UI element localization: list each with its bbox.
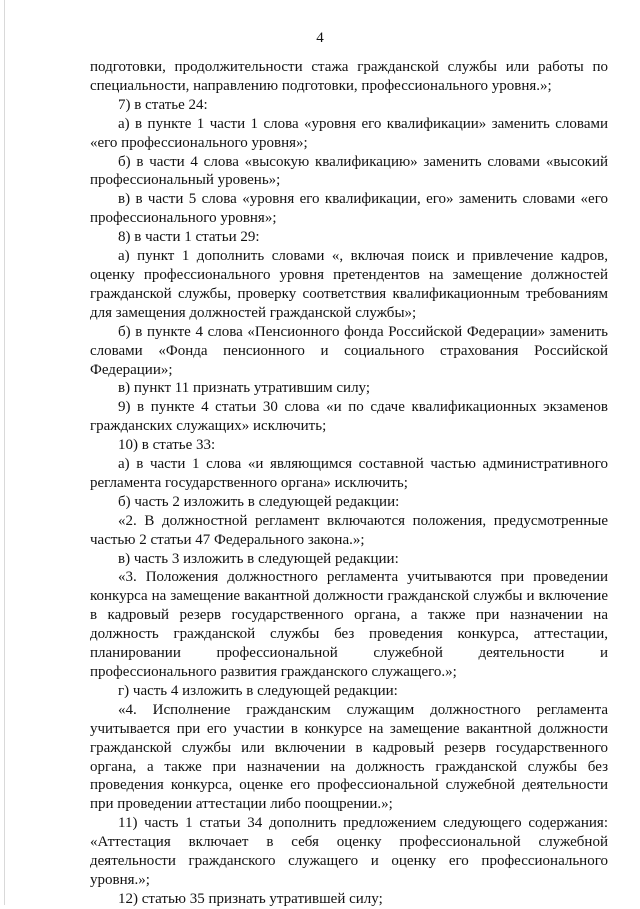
page-number: 4 — [316, 30, 324, 46]
paragraph: 9) в пункте 4 статьи 30 слова «и по сдаче квалификационных экзаменов гражданских служащих» исключить; — [90, 399, 608, 435]
paragraph: а) в части 1 слова «и являющимся составной частью административного регламента государственного органа» исключить; — [90, 456, 608, 491]
paragraph: б) в пункте 4 слова «Пенсионного фонда Российской Федерации» заменить словами «Фонда пенсионного и социального страхования Российской Федерации»; — [90, 323, 608, 378]
paragraph: а) пункт 1 дополнить словами «, включая поиск и привлечение кадров, оценку профессионального уровня претендентов на замещение должностей гражданской службы, проверку соответствия квалификационным требованиям для замещения должностей гражданской службы»; — [90, 248, 608, 321]
paragraph: «3. Положения должностного регламента учитываются при проведении конкурса на замещение вакантной должности гражданской службы и включение в кадровый резерв государственного органа, а также при назначении на должность гражданской службы без проведения конкурса, аттестации, планировании профессиональной служебной деятельности и профессионального развития гражданского служащего.»; — [90, 569, 608, 680]
document-body — [90, 58, 608, 909]
paragraph: 10) в статье 33: — [118, 437, 216, 454]
paragraph: 7) в статье 24: — [118, 96, 208, 113]
paragraph: «2. В должностной регламент включаются положения, предусмотренные частью 2 статьи 47 Федерального закона.»; — [90, 512, 608, 548]
paragraph: 11) часть 1 статьи 34 дополнить предложением следующего содержания: «Аттестация включает в себя оценку профессиональной служебной деятельности гражданского служащего и оценку его профессионального уровня.»; — [90, 815, 608, 888]
paragraph: в) в части 5 слова «уровня его квалификации, его» заменить словами «его профессионального уровня»; — [90, 191, 608, 227]
paragraph: 12) статью 35 признать утратившей силу; — [118, 890, 383, 907]
paragraph: 8) в части 1 статьи 29: — [118, 229, 260, 246]
paragraph: б) часть 2 изложить в следующей редакции: — [118, 493, 400, 510]
paragraph: г) часть 4 изложить в следующей редакции: — [118, 682, 398, 699]
paragraph: в) часть 3 изложить в следующей редакции: — [118, 550, 399, 567]
paragraph: а) в пункте 1 части 1 слова «уровня его квалификации» заменить словами «его профессионального уровня»; — [90, 115, 608, 151]
paragraph: «4. Исполнение гражданским служащим должностного регламента учитывается при его участии в конкурсе на замещение вакантной должности гражданской службы или включении в кадровый резерв государственного органа, а также при назначении на должность гражданской службы без проведения конкурса, оценке его профессиональной служебной деятельности при проведении аттестации либо поощрении.»; — [90, 701, 608, 813]
paragraph: подготовки, продолжительности стажа гражданской службы или работы по специальности, направлению подготовки, профессионального уровня.»; — [90, 59, 608, 94]
page-edge-line — [4, 0, 5, 905]
paragraph: б) в части 4 слова «высокую квалификацию» заменить словами «высокий профессиональный уровень»; — [90, 153, 608, 189]
paragraph: в) пункт 11 признать утратившим силу; — [118, 380, 371, 397]
